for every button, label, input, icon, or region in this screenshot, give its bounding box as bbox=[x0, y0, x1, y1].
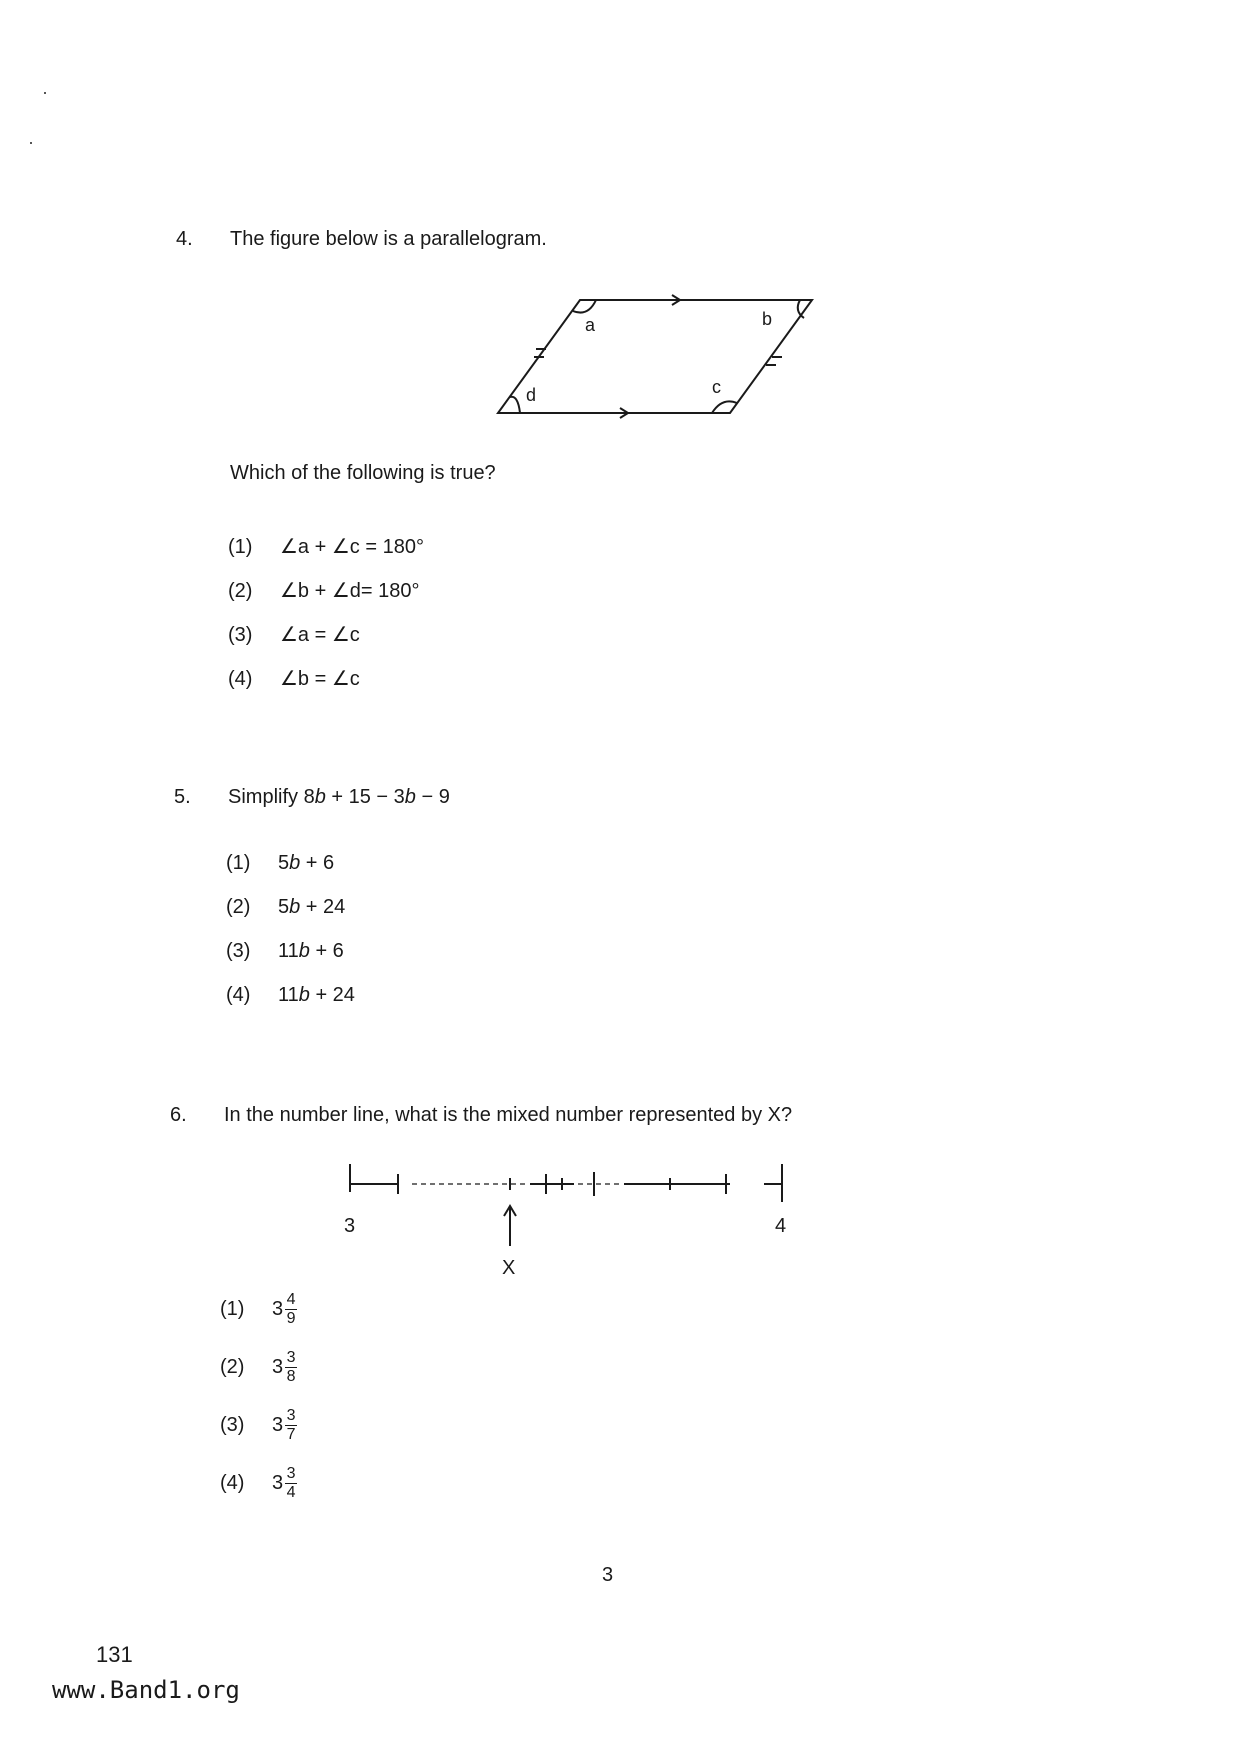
label-a: a bbox=[585, 315, 596, 335]
q6-option-2[interactable]: (2) 3 $\frac{3}{8}$ bbox=[220, 1349, 296, 1385]
q4-option-3[interactable]: (3) ∠a = ∠c bbox=[228, 624, 360, 646]
angle-arc-b bbox=[798, 300, 804, 318]
q5-option-1[interactable]: (1) 5b + 6 bbox=[226, 852, 335, 874]
q4-question: Which of the following is true? bbox=[230, 462, 496, 484]
q6-text: In the number line, what is the mixed number represented by X? bbox=[224, 1104, 793, 1126]
footer-url: www.Band1.org bbox=[52, 1676, 240, 1704]
q6-number: 6. bbox=[170, 1104, 187, 1126]
q4-option-2[interactable]: (2) ∠b + ∠d= 180° bbox=[228, 580, 420, 602]
x-marker-label: X bbox=[502, 1257, 516, 1279]
q4-text: The figure below is a parallelogram. bbox=[230, 228, 547, 250]
q6-option-4[interactable]: (4) 3 $\frac{3}{4}$ bbox=[220, 1465, 296, 1501]
number-line-end-label: 4 bbox=[775, 1215, 787, 1237]
q5-option-3[interactable]: (3) 11b + 6 bbox=[226, 940, 344, 962]
q4-number: 4. bbox=[176, 228, 193, 250]
q5-option-4[interactable]: (4) 11b + 24 bbox=[226, 984, 355, 1006]
label-d: d bbox=[526, 385, 537, 405]
label-c: c bbox=[712, 377, 721, 397]
parallelogram-figure bbox=[490, 285, 830, 425]
scan-speck bbox=[44, 92, 46, 94]
label-b: b bbox=[762, 309, 773, 329]
footer-number: 131 bbox=[96, 1642, 133, 1667]
q6-option-3[interactable]: (3) 3 $\frac{3}{7}$ bbox=[220, 1407, 296, 1443]
number-line-figure bbox=[330, 1150, 810, 1280]
page-number: 3 bbox=[602, 1564, 614, 1586]
x-marker-arrow bbox=[504, 1206, 516, 1246]
q4-option-4[interactable]: (4) ∠b = ∠c bbox=[228, 668, 360, 690]
number-line-start-label: 3 bbox=[344, 1215, 356, 1237]
q5-number: 5. bbox=[174, 786, 191, 808]
angle-arc-d bbox=[510, 397, 520, 413]
q5-text: Simplify 8b + 15 − 3b − 9 bbox=[228, 786, 450, 808]
scan-speck bbox=[30, 142, 32, 144]
q4-option-1[interactable]: (1) ∠a + ∠c = 180° bbox=[228, 536, 424, 558]
q6-option-1[interactable]: (1) 3 $\frac{4}{9}$ bbox=[220, 1291, 296, 1327]
q5-option-2[interactable]: (2) 5b + 24 bbox=[226, 896, 346, 918]
